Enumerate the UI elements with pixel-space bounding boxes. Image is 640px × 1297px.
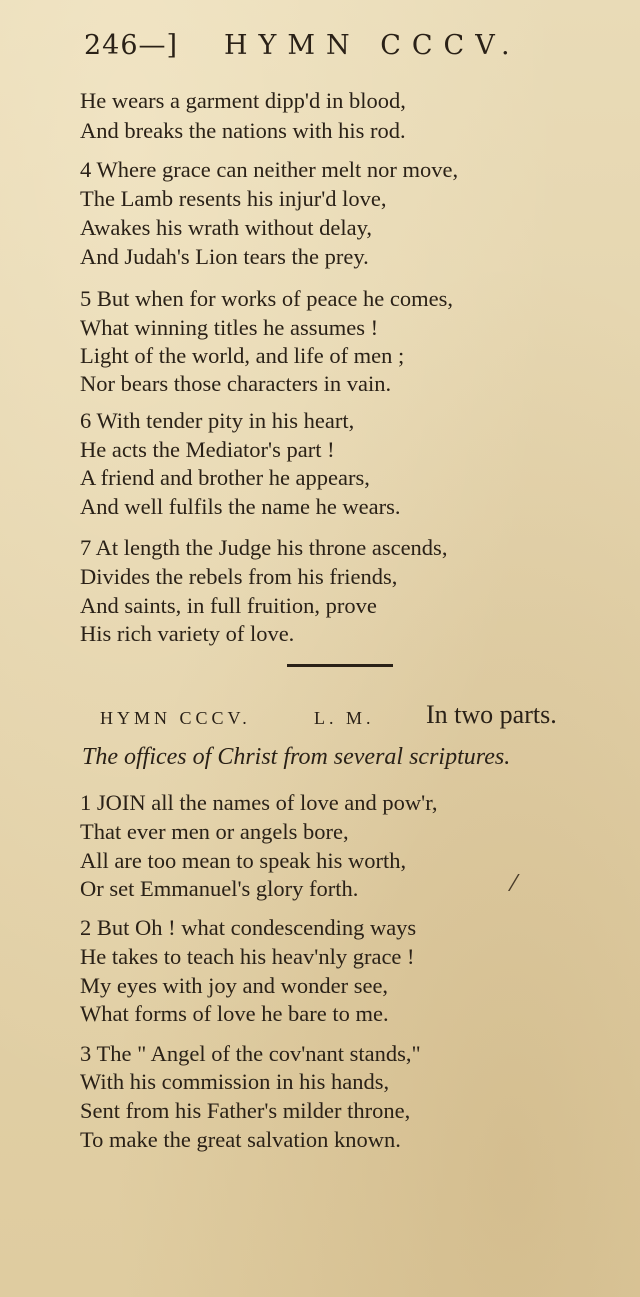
- verse-line: And well fulfils the name he wears.: [80, 494, 401, 519]
- verse-line: 5 But when for works of peace he comes,: [80, 286, 454, 311]
- page-number: 246—]: [84, 30, 179, 61]
- verse-line: Or set Emmanuel's glory forth.: [80, 876, 359, 901]
- verse-line: Light of the world, and life of men ;: [80, 343, 405, 368]
- verse-line: And breaks the nations with his rod.: [80, 118, 406, 143]
- running-head: HYMN CCCV.: [224, 30, 521, 61]
- verse-line: 6 With tender pity in his heart,: [80, 408, 355, 433]
- hymn-meter: L. M.: [314, 708, 375, 728]
- verse-line: He takes to teach his heav'nly grace !: [80, 944, 415, 969]
- verse-line: What winning titles he assumes !: [80, 315, 379, 340]
- verse-line: Sent from his Father's milder throne,: [80, 1098, 411, 1123]
- verse-line: A friend and brother he appears,: [80, 465, 370, 490]
- verse-line: 4 Where grace can neither melt nor move,: [80, 157, 459, 182]
- hymn-number: HYMN CCCV.: [100, 708, 251, 728]
- verse-line: His rich variety of love.: [80, 621, 295, 646]
- verse-line: 7 At length the Judge his throne ascends,: [80, 535, 448, 560]
- verse-line: My eyes with joy and wonder see,: [80, 973, 389, 998]
- verse-line: 3 The " Angel of the cov'nant stands,": [80, 1041, 421, 1066]
- verse-line: He wears a garment dipp'd in blood,: [80, 88, 406, 113]
- hymn-title: [100, 700, 610, 736]
- verse-line: Nor bears those characters in vain.: [80, 371, 392, 396]
- verse-line: What forms of love he bare to me.: [80, 1001, 389, 1026]
- page-header: [84, 30, 584, 70]
- verse-line: Divides the rebels from his friends,: [80, 564, 398, 589]
- verse-line: 1 JOIN all the names of love and pow'r,: [80, 790, 438, 815]
- verse-line: Awakes his wrath without delay,: [80, 215, 373, 240]
- margin-mark-icon: ⁄: [512, 872, 516, 897]
- verse-line: And saints, in full fruition, prove: [80, 593, 377, 618]
- hymn-parts: In two parts.: [426, 700, 557, 729]
- hymn-subtitle: The offices of Christ from several scriptures.: [82, 744, 511, 770]
- verse-line: And Judah's Lion tears the prey.: [80, 244, 369, 269]
- verse-line: All are too mean to speak his worth,: [80, 848, 407, 873]
- verse-line: With his commission in his hands,: [80, 1069, 390, 1094]
- section-divider: [287, 664, 393, 667]
- verse-line: He acts the Mediator's part !: [80, 437, 335, 462]
- verse-line: That ever men or angels bore,: [80, 819, 349, 844]
- verse-line: The Lamb resents his injur'd love,: [80, 186, 387, 211]
- verse-line: To make the great salvation known.: [80, 1127, 401, 1152]
- verse-line: 2 But Oh ! what condescending ways: [80, 915, 417, 940]
